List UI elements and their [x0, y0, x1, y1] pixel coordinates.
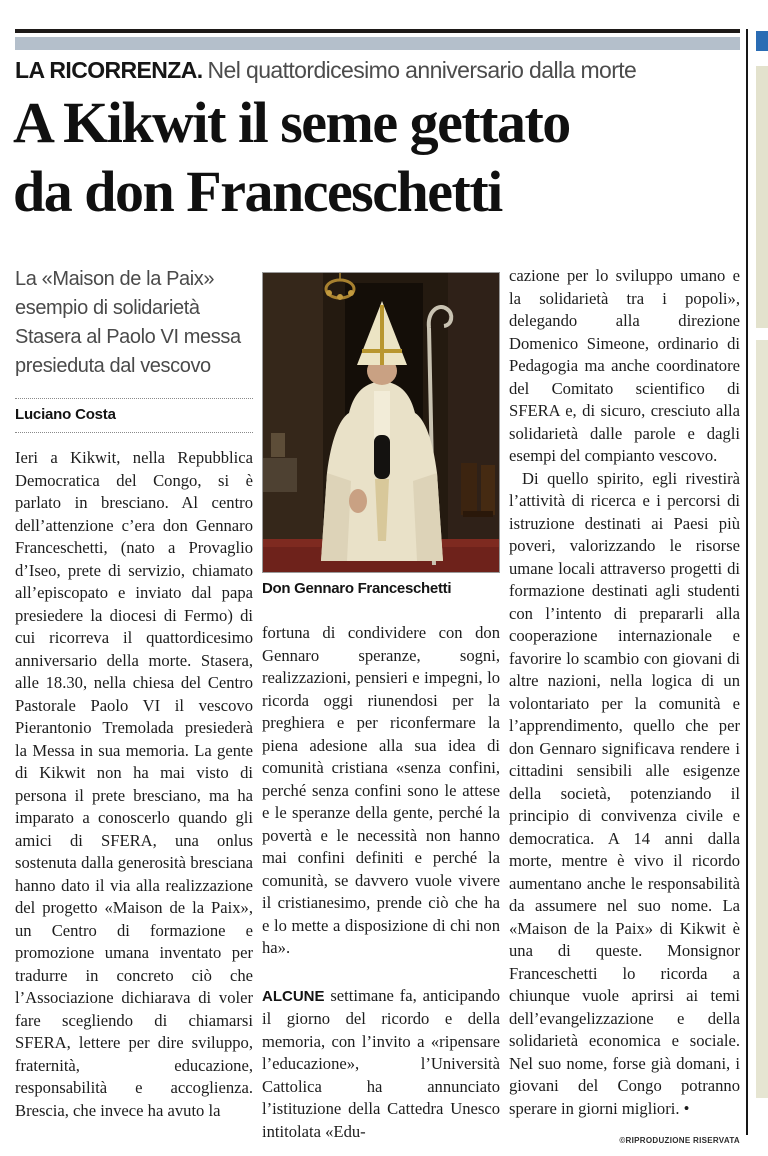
standfirst [15, 265, 253, 381]
bishop-photo-illustration [263, 273, 500, 573]
standfirst-line: Stasera al Paolo VI messa [15, 326, 241, 348]
photo-caption: Don Gennaro Franceschetti [262, 580, 452, 597]
byline-author: Luciano Costa [15, 406, 116, 423]
kicker-text: Nel quattordicesimo anniversario dalla morte [207, 57, 637, 83]
standfirst-line: La «Maison de la Paix» [15, 268, 215, 290]
article-photo [262, 272, 500, 573]
headline-line-1: A Kikwit il seme gettato [13, 90, 570, 155]
article-paragraph [262, 985, 500, 1144]
column-divider-rule [746, 29, 748, 1135]
paragraph-lead-word: ALCUNE [262, 987, 325, 1005]
standfirst-line: esempio di solidarietà [15, 297, 200, 319]
adjacent-column-box-fragment [756, 340, 768, 1098]
byline-block [15, 398, 253, 433]
accent-bar [15, 37, 740, 50]
kicker-label: LA RICORRENZA. [15, 57, 203, 83]
kicker [15, 57, 740, 84]
standfirst-line: presieduta dal vescovo [15, 355, 211, 377]
paragraph-text: settimane fa, anticipando il giorno del ricordo e della memoria, con l’invito a «ripensare l’educazione», l’Università Cattolica ha annunciato l’istituzione della Cattedra Unesco intitolata «Edu- [262, 985, 500, 1141]
copyright-notice: ©RIPRODUZIONE RISERVATA [619, 1136, 740, 1145]
column-left [15, 265, 253, 1122]
column-center [262, 265, 500, 1143]
article-paragraph: fortuna di condividere con don Gennaro speranze, sogni, realizzazioni, pensieri e impegni, lo ricorda oggi riunendosi per la preghiera e per riconfermare la piena adesione alla sua idea di comunità cristiana «senza confini, perché senza confini sono le attese e le speranze della gente, perché la povertà e le necessità non hanno mai confini definiti e perché la comunità, se davvero vuole vivere il cristianesimo, prende ciò che ha e lo mette a disposizione di chi non ha». [262, 623, 500, 957]
headline [13, 88, 748, 226]
headline-line-2: da don Franceschetti [13, 159, 502, 224]
adjacent-column-blue-fragment [756, 31, 768, 51]
article-paragraph: Di quello spirito, egli rivestirà l’attività di ricerca e i percorsi di istruzione destinati ai Paesi più poveri, valorizzando le risorse umane locali attraverso progetti di formazione destinati agli studenti con l’intento di prepararli alla cooperazione internazionale e favorire lo scambio con giovani di altre nazioni, nella logica di un volontariato per la comunità e l’apprendimento, quello che per don Gennaro significava rendere i cittadini sensibili alle esigenze della società, potenziando il principio di convivenza civile e democratica. A 14 anni dalla morte, mentre è vivo il ricordo aumentano anche le responsabilità da assumere nel suo nome. La «Maison de la Paix» di Kikwit è una di queste. Monsignor Franceschetti lo ricorda a chiunque vuole aprirsi ai temi dell’evangelizzazione e della solidarietà economica e sociale. Nel suo nome, forse già domani, i giovani del Congo potranno sperare in giorni migliori. • [509, 468, 740, 1118]
article-paragraph: Ieri a Kikwit, nella Repubblica Democratica del Congo, si è parlato in bresciano. Al centro dell’attenzione c’era don Gennaro Franceschetti, (nato a Provaglio d’Iseo, prete di servizio, chiamato all’episcopato e inviato dal papa presiedere la diocesi di Fermo) di cui ricorreva il quattordicesimo anniversario della morte. Stasera, alle 18.30, nella chiesa del Centro Pastorale Paolo VI il vescovo Pierantonio Tremolada presiederà la Messa in sua memoria. La gente di Kikwit non ha mai visto di persona il prete bresciano, ma ha imparato a conoscerlo quando gli amici di SFERA, una onlus sostenuta dalla generosità bresciana hanno dato il via alla realizzazione del progetto «Maison de la Paix», un Centro di formazione e promozione umana inventato per tradurre in concreto ciò che l’Associazione dichiarava di voler fare scegliendo di chiamarsi SFERA, lettere per dire sviluppo, fraternità, educazione, responsabilità e accoglienza. Brescia, che invece ha avuto la [15, 448, 253, 1120]
top-rule [15, 29, 740, 33]
article-paragraph: cazione per lo sviluppo umano e la solidarietà tra i popoli», delegando alla direzione Domenico Simeone, ordinario di Pedagogia ma anche coordinatore del Comitato scientifico di SFERA e, di sicuro, cresciuto alla solidarietà dalle parole e dagli esempi del compianto vescovo. [509, 266, 740, 465]
column-right [509, 265, 740, 1145]
adjacent-column-box-fragment [756, 66, 768, 328]
